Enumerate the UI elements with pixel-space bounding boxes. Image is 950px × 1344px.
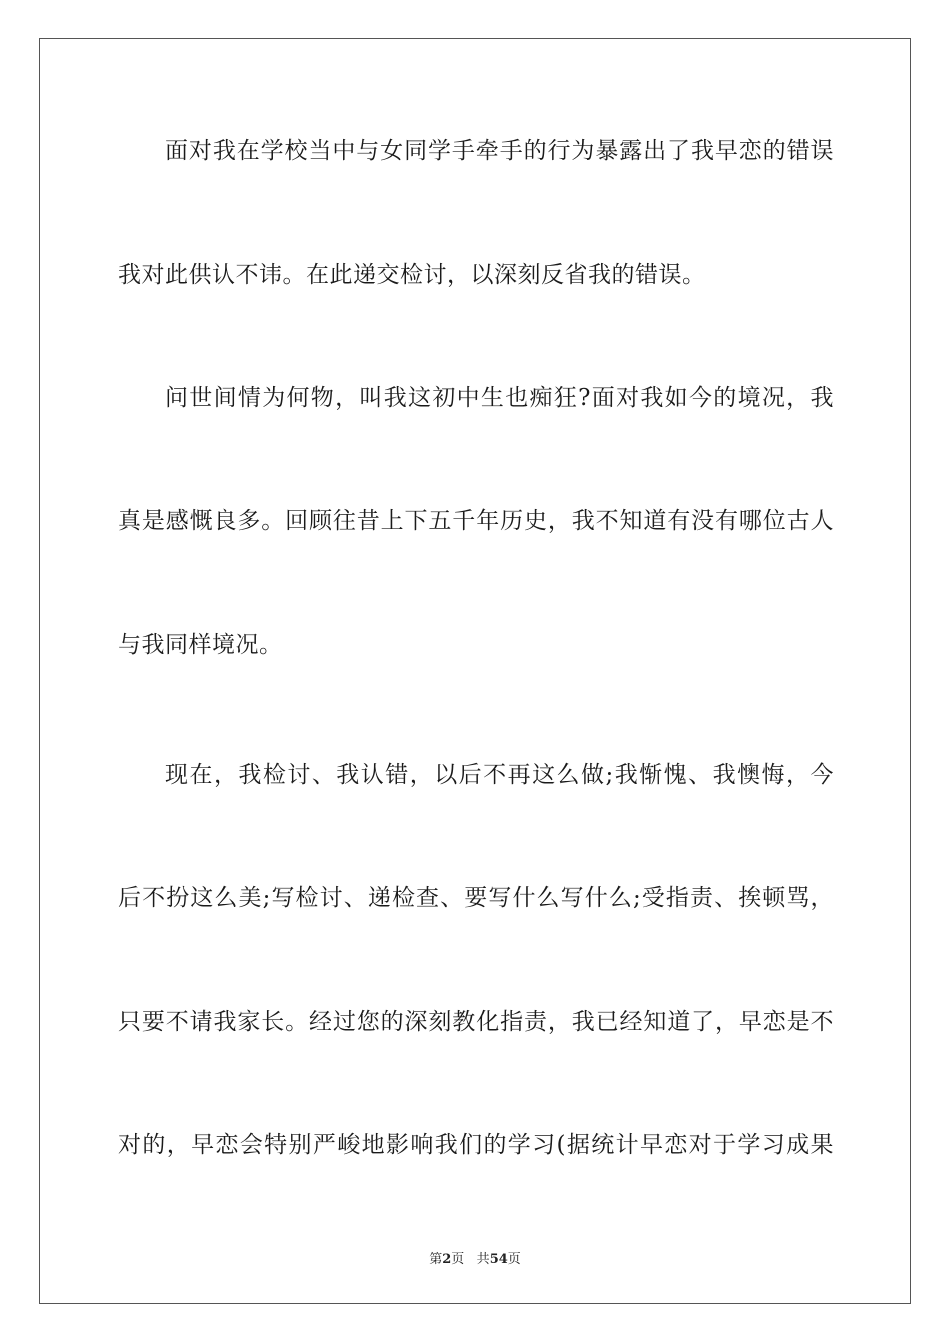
paragraph-line-8: 只要不请我家长。经过您的深刻教化指责，我已经知道了，早恋是不 [118, 1009, 834, 1035]
paragraph-line-2: 我对此供认不讳。在此递交检讨，以深刻反省我的错误。 [118, 262, 706, 288]
page-border [39, 38, 911, 1304]
footer-total-pages: 54 [489, 1252, 508, 1267]
page-footer [0, 1248, 950, 1267]
paragraph-line-4: 真是感慨良多。回顾往昔上下五千年历史，我不知道有没有哪位古人 [118, 508, 834, 534]
footer-page-number: 2 [442, 1252, 452, 1267]
footer-page-suffix: 页 [451, 1252, 465, 1267]
paragraph-line-6: 现在，我检讨、我认错，以后不再这么做;我惭愧、我懊悔，今 [165, 762, 834, 788]
paragraph-line-9: 对的，早恋会特别严峻地影响我们的学习(据统计早恋对于学习成果 [118, 1132, 834, 1158]
paragraph-line-3: 问世间情为何物，叫我这初中生也痴狂?面对我如今的境况，我 [165, 385, 834, 411]
footer-total-suffix: 页 [507, 1252, 521, 1267]
paragraph-line-5: 与我同样境况。 [118, 632, 283, 658]
paragraph-line-7: 后不扮这么美;写检讨、递检查、要写什么写什么;受指责、挨顿骂， [118, 885, 834, 911]
footer-total-prefix: 共 [476, 1252, 490, 1267]
paragraph-line-1: 面对我在学校当中与女同学手牵手的行为暴露出了我早恋的错误 [165, 138, 834, 164]
footer-page-prefix: 第 [429, 1252, 443, 1267]
